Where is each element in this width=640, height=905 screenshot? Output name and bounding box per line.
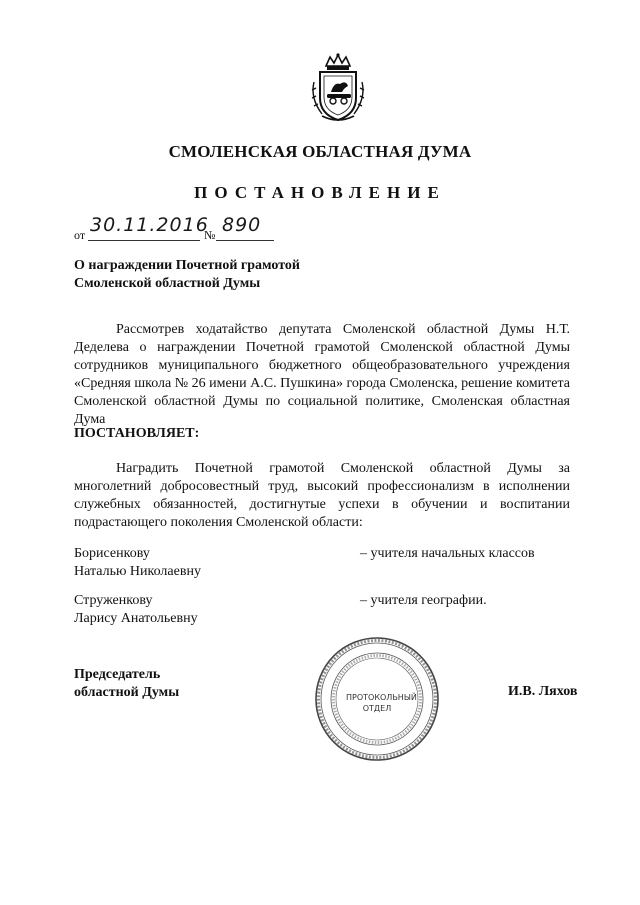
awardee-entry: [74, 545, 535, 581]
organization-title: СМОЛЕНСКАЯ ОБЛАСТНАЯ ДУМА: [168, 142, 472, 161]
document-subject: [74, 257, 394, 293]
awardee-given-names: Наталью Николаевну: [74, 564, 201, 579]
subject-line: О награждении Почетной грамотой: [74, 258, 300, 273]
awardee-role: – учителя начальных классов: [360, 546, 535, 561]
awardee-role: – учителя географии.: [360, 593, 487, 608]
preamble-paragraph: Рассмотрев ходатайство депутата Смоленской областной Думы Н.Т. Деделева о награждении Почетной грамотой Смоленской областной Думы сотрудников муниципального бюджетного общеобразовательного учреждения «Средняя школа № 26 имени А.С. Пушкина» города Смоленска, решение комитета Смоленской областной Думы по социальной политике, Смоленская областная Дума: [74, 322, 570, 427]
coat-of-arms-emblem: [306, 52, 370, 124]
stamp-center-text: [346, 692, 417, 714]
awardee-entry: [74, 592, 487, 628]
subject-line: Смоленской областной Думы: [74, 276, 261, 291]
stamp-center-line: ПРОТОКОЛЬНЫЙ: [346, 693, 417, 702]
stamp-center-line: ОТДЕЛ: [362, 704, 392, 713]
awardee-surname: Борисенкову: [74, 546, 150, 561]
signer-title: [74, 666, 179, 702]
award-paragraph: Наградить Почетной грамотой Смоленской областной Думы за многолетний добросовестный труд, высокий профессионализм в исполнении служебных обязанностей, достигнутые успехи в обучении и воспитании подрастающего поколения Смоленской области:: [74, 461, 570, 530]
awardee-given-names: Ларису Анатольевну: [74, 611, 198, 626]
number-underline: [216, 240, 274, 241]
signer-title-line: Председатель: [74, 667, 161, 682]
date-handwritten: 30.11.2016: [90, 214, 209, 236]
resolves-heading: ПОСТАНОВЛЯЕТ:: [74, 426, 200, 441]
number-label: №: [204, 228, 216, 242]
signer-title-line: областной Думы: [74, 685, 180, 700]
document-type-heading: ПОСТАНОВЛЕНИЕ: [194, 183, 446, 202]
signer-name: И.В. Ляхов: [508, 684, 578, 699]
date-underline: [88, 240, 200, 241]
number-handwritten: 890: [222, 214, 262, 236]
date-from-label: от: [74, 228, 86, 242]
awardee-surname: Струженкову: [74, 593, 153, 608]
